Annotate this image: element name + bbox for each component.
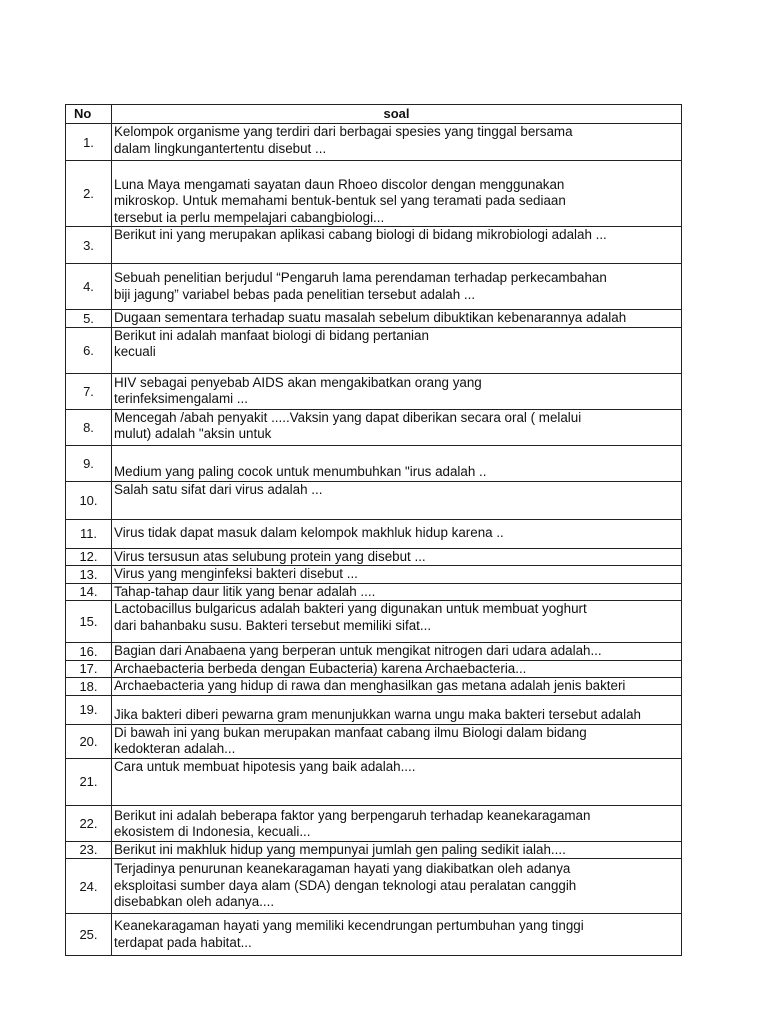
question-text-line: Kelompok organisme yang terdiri dari berbagai spesies yang tinggal bersama [114,124,573,139]
question-text-line: Archaebacteria berbeda dengan Eubacteria) karena Archaebacteria... [114,660,527,676]
question-number: 23. [66,841,112,859]
question-text-line: terdapat pada habitat... [114,934,252,950]
question-text [112,859,682,914]
question-number: 17. [66,660,112,678]
question-text-line: Dugaan sementara terhadap suatu masalah sebelum dibuktikan kebenarannya adalah [114,310,627,325]
question-text [112,643,682,661]
question-number: 18. [66,678,112,696]
question-number: 6. [66,327,112,373]
table-row [66,566,682,584]
question-text-line: Mencegah /abah penyakit .....Vaksin yang dapat diberikan secara oral ( melalui [114,409,582,425]
table-row [66,264,682,310]
question-rows [66,124,682,956]
question-text-line: Berikut ini adalah manfaat biologi di bidang pertanian [114,327,429,343]
table-row [66,481,682,519]
question-number: 10. [66,481,112,519]
question-number: 16. [66,643,112,661]
question-text-line: Cara untuk membuat hipotesis yang baik adalah.... [114,758,416,774]
table-row [66,660,682,678]
question-text-line: terinfeksimengalami ... [114,391,248,406]
question-text-line: Jika bakteri diberi pewarna gram menunjukkan warna ungu maka bakteri tersebut adalah [114,707,641,722]
question-text [112,227,682,264]
table-row [66,914,682,956]
question-number: 4. [66,264,112,310]
question-text-line: Medium yang paling cocok untuk menumbuhkan "irus adalah .. [114,464,487,479]
question-number: 5. [66,310,112,328]
column-header-soal: soal [112,105,682,124]
question-text [112,583,682,601]
question-text-line: HIV sebagai penyebab AIDS akan mengakibatkan orang yang [114,374,482,390]
question-text [112,724,682,758]
question-text-line: eksploitasi sumber daya alam (SDA) dengan teknologi atau peralatan canggih [114,877,577,893]
question-text-line: dari bahanbaku susu. Bakteri tersebut memiliki sifat... [114,617,432,633]
table-row [66,519,682,548]
question-number: 9. [66,445,112,481]
question-text [112,914,682,956]
question-text [112,566,682,584]
question-text [112,161,682,227]
question-text [112,264,682,310]
question-text [112,373,682,409]
question-text-line: Salah satu sifat dari virus adalah ... [114,481,323,497]
question-number: 22. [66,805,112,841]
question-table [65,104,682,956]
table-row [66,724,682,758]
question-number: 21. [66,758,112,805]
question-text [112,548,682,566]
question-text [112,758,682,805]
question-text [112,841,682,859]
question-text [112,409,682,445]
question-number: 2. [66,161,112,227]
question-text-line: dalam lingkungantertentu disebut ... [114,140,327,156]
table-row [66,227,682,264]
question-text-line: Bagian dari Anabaena yang berperan untuk mengikat nitrogen dari udara adalah... [114,643,602,658]
table-row [66,841,682,859]
table-row [66,409,682,445]
question-text-line: mikroskop. Untuk memahami bentuk-bentuk sel yang teramati pada sediaan [114,193,566,208]
question-text-line: Luna Maya mengamati sayatan daun Rhoeo discolor dengan menggunakan [114,176,565,192]
question-text-line: kecuali [114,344,156,359]
question-text [112,124,682,161]
question-text-line: Terjadinya penurunan keanekaragaman hayati yang diakibatkan oleh adanya [114,861,571,877]
question-number: 13. [66,566,112,584]
question-text [112,519,682,548]
question-text-line: Virus tidak dapat masuk dalam kelompok makhluk hidup karena .. [114,525,504,541]
table-row [66,124,682,161]
table-row [66,643,682,661]
question-number: 8. [66,409,112,445]
table-row [66,583,682,601]
question-text-line: Berikut ini yang merupakan aplikasi cabang biologi di bidang mikrobiologi adalah ... [114,227,607,242]
question-text [112,695,682,724]
question-text-line: Berikut ini makhluk hidup yang mempunyai jumlah gen paling sedikit ialah.... [114,841,566,857]
table-row [66,758,682,805]
table-row [66,373,682,409]
column-header-no: No [66,105,112,124]
question-text-line: Di bawah ini yang bukan merupakan manfaat cabang ilmu Biologi dalam bidang [114,724,587,740]
question-text [112,310,682,328]
table-header-row [66,105,682,124]
question-text-line: Virus yang menginfeksi bakteri disebut ... [114,566,358,581]
question-text-line: Berikut ini adalah beberapa faktor yang berpengaruh terhadap keanekaragaman [114,807,591,823]
question-text-line: Keanekaragaman hayati yang memiliki kecendrungan pertumbuhan yang tinggi [114,918,584,933]
question-number: 24. [66,859,112,914]
table-row [66,805,682,841]
question-text [112,805,682,841]
question-text-line: Tahap-tahap daur litik yang benar adalah .... [114,583,376,599]
question-number: 19. [66,695,112,724]
table-row [66,678,682,696]
table-row [66,601,682,643]
question-text [112,445,682,481]
question-text-line: kedokteran adalah... [114,741,236,756]
question-text [112,678,682,696]
question-text [112,327,682,373]
question-text-line: Sebuah penelitian berjudul “Pengaruh lama perendaman terhadap perkecambahan [114,270,607,285]
table-row [66,695,682,724]
question-number: 7. [66,373,112,409]
question-text [112,660,682,678]
question-number: 3. [66,227,112,264]
question-number: 15. [66,601,112,643]
question-number: 25. [66,914,112,956]
table-row [66,548,682,566]
table-row [66,310,682,328]
table-row [66,445,682,481]
question-text-line: mulut) adalah "aksin untuk [114,426,272,441]
question-number: 1. [66,124,112,161]
question-number: 12. [66,548,112,566]
question-text-line: Virus tersusun atas selubung protein yang disebut ... [114,548,426,564]
table-row [66,327,682,373]
question-text-line: biji jagung” variabel bebas pada penelitian tersebut adalah ... [114,286,476,302]
question-number: 20. [66,724,112,758]
question-number: 14. [66,583,112,601]
table-row [66,161,682,227]
question-text-line: Lactobacillus bulgaricus adalah bakteri yang digunakan untuk membuat yoghurt [114,601,587,616]
question-number: 11. [66,519,112,548]
question-text [112,481,682,519]
question-text-line: ekosistem di Indonesia, kecuali... [114,824,311,839]
question-text [112,601,682,643]
question-text-line: tersebut ia perlu mempelajari cabangbiologi... [114,209,385,225]
table-row [66,859,682,914]
question-text-line: disebabkan oleh adanya.... [114,894,275,910]
question-text-line: Archaebacteria yang hidup di rawa dan menghasilkan gas metana adalah jenis bakteri [114,678,626,693]
